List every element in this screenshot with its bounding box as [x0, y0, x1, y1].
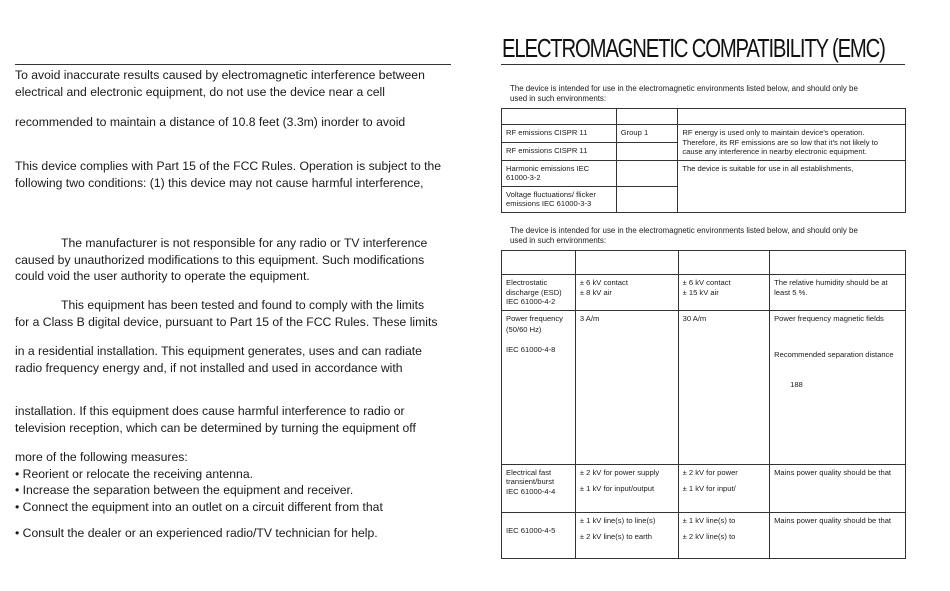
page-title: ELECTROMAGNETIC COMPATIBILITY (EMC) [502, 33, 885, 63]
title-rule [501, 64, 905, 65]
table-row: Electrical fast transient/burst IEC 61000-4-4 ± 2 kV for power supply ± 1 kV for input/output ± 2 kV for power ± 1 kV for input/ Mains power quality should be that [502, 464, 906, 512]
immunity-table [501, 250, 906, 559]
left-top-rule [15, 64, 451, 65]
table-row: RF emissions CISPR 11 [502, 142, 906, 160]
right-page [490, 0, 950, 591]
list-item: • Connect the equipment into an outlet on a circuit different from that [15, 499, 383, 514]
residential-paragraph: in a residential installation. This equipment generates, uses and can radiate radio frequency energy and, if not installed and used in accordance with [15, 344, 422, 375]
list-item: • Increase the separation between the equipment and receiver. [15, 483, 354, 497]
table-row: Power frequency (50/60 Hz) IEC 61000-4-8 3 A/m 30 A/m Power frequency magnetic fields Recommended separation distance 188 [502, 310, 906, 464]
measures-list: more of the following measures: • Reorient or relocate the receiving antenna. • Increase the separation between the equipment and receiver. • Connect the equipment into an outlet on a circuit different from that [15, 449, 455, 515]
intro-text-2: The device is intended for use in the electromagnetic environments listed below, and should only be used in such environments: [510, 226, 858, 245]
table-row: Electrostatic discharge (ESD) IEC 61000-4-2 ± 6 kV contact ± 8 kV air ± 6 kV contact ± 15 kV air The relative humidity should be at least 5 %. [502, 275, 906, 311]
list-item: • Consult the dealer or an experienced radio/TV technician for help. [15, 526, 378, 540]
left-page [0, 0, 470, 591]
intro-text-1: The device is intended for use in the electromagnetic environments listed below, and should only be used in such environments: [510, 84, 858, 103]
list-item: • Reorient or relocate the receiving antenna. [15, 466, 254, 481]
table-row: IEC 61000-4-5 ± 1 kV line(s) to line(s) ± 2 kV line(s) to earth ± 1 kV line(s) to ± 2 kV line(s) to Mains power quality should be that [502, 512, 906, 558]
interference-paragraph: To avoid inaccurate results caused by electromagnetic interference between electrical and electronic equipment, do not use the device near a cell [15, 68, 425, 99]
table-row: RF emissions CISPR 11 Group 1 RF energy is used only to maintain device's operation. Therefore, its RF emissions are so low that it's not likely to cause any interference in nearby electronic equipment. [502, 125, 906, 143]
table-row: Voltage fluctuations/ flicker emissions IEC 61000-3-3 [502, 186, 906, 212]
installation-paragraph: installation. If this equipment does cause harmful interference to radio or television reception, which can be determined by turning the equipment off [15, 404, 416, 435]
consult-item [15, 525, 455, 542]
distance-paragraph: recommended to maintain a distance of 10.8 feet (3.3m) inorder to avoid [15, 115, 406, 129]
emissions-table [501, 108, 906, 213]
class-b-paragraph: This equipment has been tested and found to comply with the limits for a Class B digital device, pursuant to Part 15 of the FCC Rules. These limits [15, 298, 438, 329]
fcc-compliance-paragraph: This device complies with Part 15 of the FCC Rules. Operation is subject to the following two conditions: (1) this device may not cause harmful interference, [15, 159, 442, 190]
table-row [502, 251, 906, 275]
table-row: Harmonic emissions IEC 61000-3-2 The device is suitable for use in all establishments, [502, 160, 906, 186]
table-row [502, 109, 906, 125]
manufacturer-paragraph: The manufacturer is not responsible for any radio or TV interference caused by unauthorized modifications to this equipment. Such modifications could void the user authority to operate the equipment. [15, 236, 428, 283]
